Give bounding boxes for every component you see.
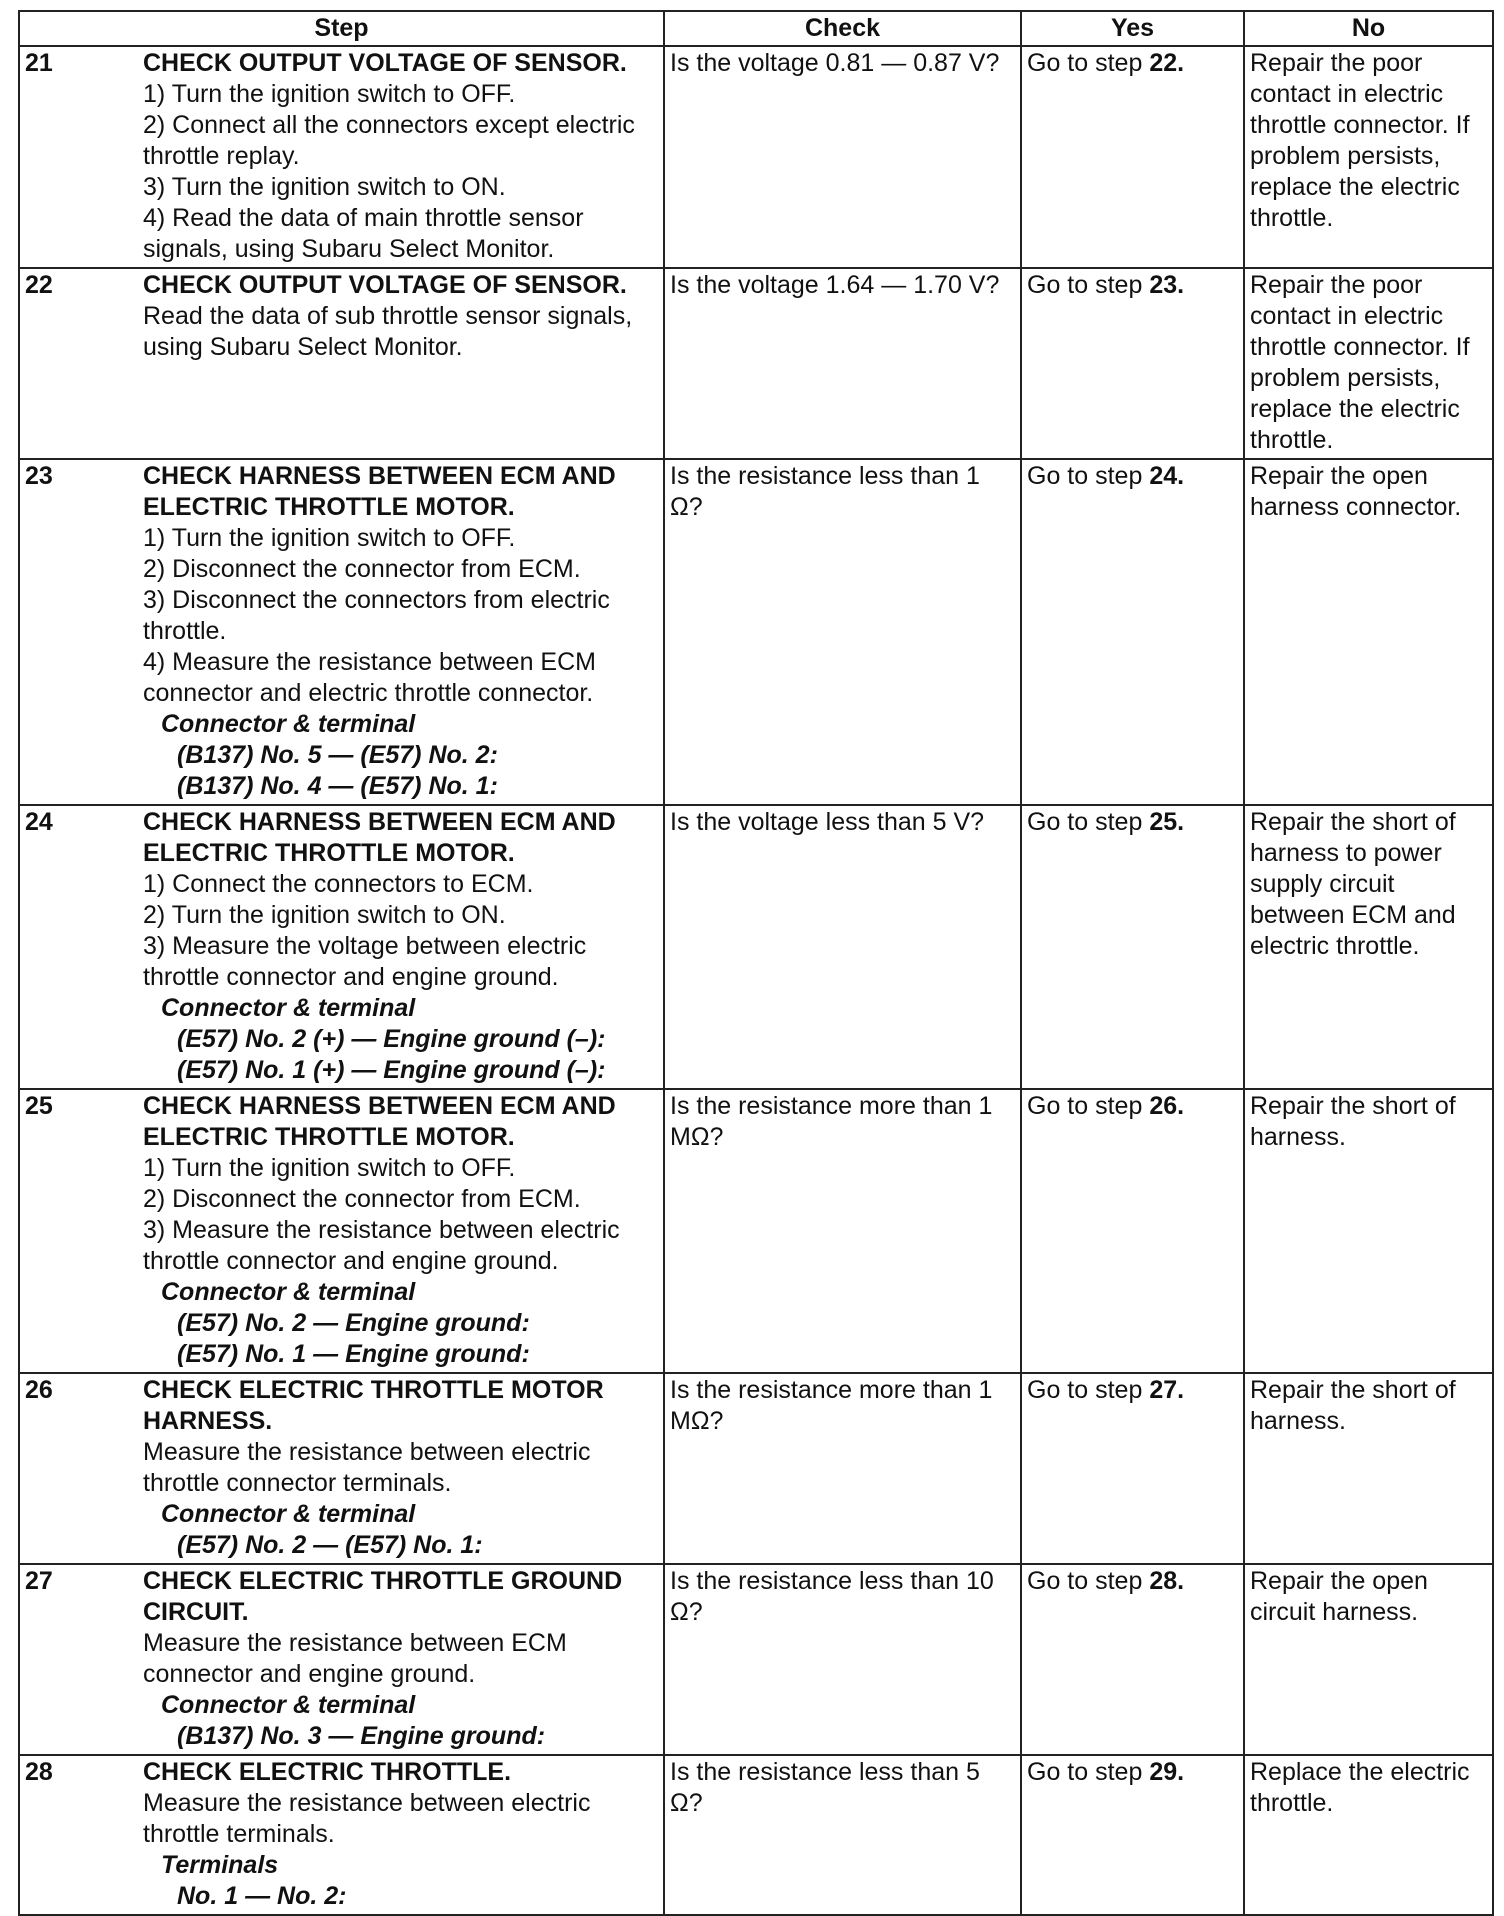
step-number: 28 [25,1758,53,1786]
step-cell [19,1373,664,1564]
no-action: Replace the electric throttle. [1250,1758,1470,1817]
connector-terminal-value: (E57) No. 2 (+) — Engine ground (–): [177,1025,606,1053]
step-instruction: 1) Turn the ignition switch to OFF. [143,524,516,552]
yes-step-number: 29. [1149,1758,1185,1786]
check-cell: Is the voltage 0.81 — 0.87 V? [664,46,1021,268]
yes-step-number: 22. [1149,49,1185,77]
yes-prefix: Go to step [1027,1092,1143,1120]
step-cell [19,1755,664,1915]
connector-terminal-label: Connector & terminal [161,1691,416,1719]
step-number: 22 [25,271,53,299]
no-cell [1244,46,1493,268]
step-content [25,1091,658,1370]
connector-terminal-value: (E57) No. 1 — Engine ground: [177,1340,530,1368]
table-header-row [19,11,1493,46]
yes-step-number: 28. [1149,1567,1185,1595]
yes-step-number: 26. [1149,1092,1185,1120]
no-cell [1244,1564,1493,1755]
check-cell: Is the resistance more than 1 MΩ? [664,1373,1021,1564]
check-cell: Is the resistance less than 1 Ω? [664,459,1021,805]
header-check: Check [664,11,1021,46]
table-row [19,459,1493,805]
step-title: CHECK OUTPUT VOLTAGE OF SENSOR. [143,49,627,77]
connector-terminal-label: Connector & terminal [161,1500,416,1528]
step-number: 26 [25,1376,53,1404]
step-instruction: Measure the resistance between ECM connector and engine ground. [143,1629,567,1688]
table-row [19,1564,1493,1755]
step-title: CHECK HARNESS BETWEEN ECM AND ELECTRIC THROTTLE MOTOR. [143,1092,616,1151]
header-step: Step [19,11,664,46]
step-instruction: 1) Turn the ignition switch to OFF. [143,80,516,108]
yes-cell [1021,805,1244,1089]
step-instruction: 3) Measure the resistance between electric throttle connector and engine ground. [143,1216,620,1275]
step-body [143,1757,658,1912]
check-cell: Is the resistance less than 5 Ω? [664,1755,1021,1915]
no-action: Repair the open circuit harness. [1250,1567,1428,1626]
step-instruction: 3) Disconnect the connectors from electric throttle. [143,586,610,645]
yes-step-number: 27. [1149,1376,1185,1404]
no-cell [1244,1755,1493,1915]
connector-terminal-value: (B137) No. 3 — Engine ground: [177,1722,546,1750]
yes-cell [1021,46,1244,268]
step-instruction: 4) Measure the resistance between ECM connector and electric throttle connector. [143,648,596,707]
yes-cell [1021,1089,1244,1373]
table-row [19,805,1493,1089]
step-instruction: Read the data of sub throttle sensor signals, using Subaru Select Monitor. [143,302,633,361]
step-content [25,1375,658,1561]
yes-prefix: Go to step [1027,1376,1143,1404]
diagnostic-table [18,10,1494,1916]
yes-prefix: Go to step [1027,808,1143,836]
step-title: CHECK HARNESS BETWEEN ECM AND ELECTRIC THROTTLE MOTOR. [143,462,616,521]
step-number: 23 [25,462,53,490]
connector-terminal-value: (E57) No. 2 — (E57) No. 1: [177,1531,483,1559]
step-instruction: 2) Turn the ignition switch to ON. [143,901,506,929]
step-title: CHECK HARNESS BETWEEN ECM AND ELECTRIC THROTTLE MOTOR. [143,808,616,867]
step-title: CHECK ELECTRIC THROTTLE. [143,1758,512,1786]
step-cell [19,1089,664,1373]
step-instruction: 3) Measure the voltage between electric throttle connector and engine ground. [143,932,587,991]
step-cell [19,46,664,268]
step-body [143,1375,658,1561]
connector-terminal-label: Connector & terminal [161,710,416,738]
table-row [19,46,1493,268]
yes-prefix: Go to step [1027,49,1143,77]
step-instruction: 2) Disconnect the connector from ECM. [143,1185,581,1213]
table-row [19,1089,1493,1373]
check-cell: Is the voltage less than 5 V? [664,805,1021,1089]
connector-terminal-value: No. 1 — No. 2: [177,1882,347,1910]
step-content [25,461,658,802]
step-cell [19,1564,664,1755]
step-body [143,1091,658,1370]
step-instruction: Measure the resistance between electric throttle connector terminals. [143,1438,591,1497]
step-content [25,1757,658,1912]
table-row [19,1755,1493,1915]
step-instruction: Measure the resistance between electric throttle terminals. [143,1789,591,1848]
step-instruction: 2) Disconnect the connector from ECM. [143,555,581,583]
yes-prefix: Go to step [1027,271,1143,299]
connector-terminal-value: (B137) No. 5 — (E57) No. 2: [177,741,498,769]
step-body [143,270,658,363]
yes-cell [1021,268,1244,459]
step-instruction: 3) Turn the ignition switch to ON. [143,173,506,201]
no-action: Repair the short of harness to power supply circuit between ECM and electric throttle. [1250,808,1456,960]
step-number: 24 [25,808,53,836]
check-cell: Is the voltage 1.64 — 1.70 V? [664,268,1021,459]
step-cell [19,805,664,1089]
yes-cell [1021,1564,1244,1755]
yes-cell [1021,1755,1244,1915]
step-cell [19,459,664,805]
step-number: 21 [25,49,53,77]
yes-prefix: Go to step [1027,1758,1143,1786]
table-row [19,268,1493,459]
no-cell [1244,268,1493,459]
connector-terminal-value: (E57) No. 2 — Engine ground: [177,1309,530,1337]
step-body [143,461,658,802]
no-action: Repair the short of harness. [1250,1092,1456,1151]
step-cell [19,268,664,459]
header-yes: Yes [1021,11,1244,46]
step-body [143,48,658,265]
no-cell [1244,1089,1493,1373]
no-action: Repair the open harness connector. [1250,462,1462,521]
step-number: 27 [25,1567,53,1595]
connector-terminal-value: (B137) No. 4 — (E57) No. 1: [177,772,498,800]
no-action: Repair the poor contact in electric throttle connector. If problem persists, replace the electric throttle. [1250,49,1470,232]
connector-terminal-label: Connector & terminal [161,994,416,1022]
check-cell: Is the resistance less than 10 Ω? [664,1564,1021,1755]
check-cell: Is the resistance more than 1 MΩ? [664,1089,1021,1373]
no-cell [1244,1373,1493,1564]
no-action: Repair the poor contact in electric throttle connector. If problem persists, replace the electric throttle. [1250,271,1470,454]
step-instruction: 4) Read the data of main throttle sensor signals, using Subaru Select Monitor. [143,204,584,263]
connector-terminal-value: (E57) No. 1 (+) — Engine ground (–): [177,1056,606,1084]
yes-prefix: Go to step [1027,1567,1143,1595]
yes-cell [1021,459,1244,805]
step-body [143,807,658,1086]
header-no: No [1244,11,1493,46]
step-content [25,807,658,1086]
yes-step-number: 23. [1149,271,1185,299]
step-number: 25 [25,1092,53,1120]
yes-cell [1021,1373,1244,1564]
step-content [25,48,658,265]
step-content [25,270,658,363]
step-title: CHECK ELECTRIC THROTTLE GROUND CIRCUIT. [143,1567,623,1626]
step-instruction: 1) Connect the connectors to ECM. [143,870,534,898]
no-cell [1244,459,1493,805]
no-cell [1244,805,1493,1089]
connector-terminal-label: Connector & terminal [161,1278,416,1306]
yes-step-number: 25. [1149,808,1185,836]
step-instruction: 2) Connect all the connectors except electric throttle replay. [143,111,635,170]
no-action: Repair the short of harness. [1250,1376,1456,1435]
table-body [19,46,1493,1915]
yes-step-number: 24. [1149,462,1185,490]
connector-terminal-label: Terminals [161,1851,279,1879]
step-content [25,1566,658,1752]
step-title: CHECK ELECTRIC THROTTLE MOTOR HARNESS. [143,1376,604,1435]
step-body [143,1566,658,1752]
yes-prefix: Go to step [1027,462,1143,490]
step-title: CHECK OUTPUT VOLTAGE OF SENSOR. [143,271,627,299]
step-instruction: 1) Turn the ignition switch to OFF. [143,1154,516,1182]
table-row [19,1373,1493,1564]
